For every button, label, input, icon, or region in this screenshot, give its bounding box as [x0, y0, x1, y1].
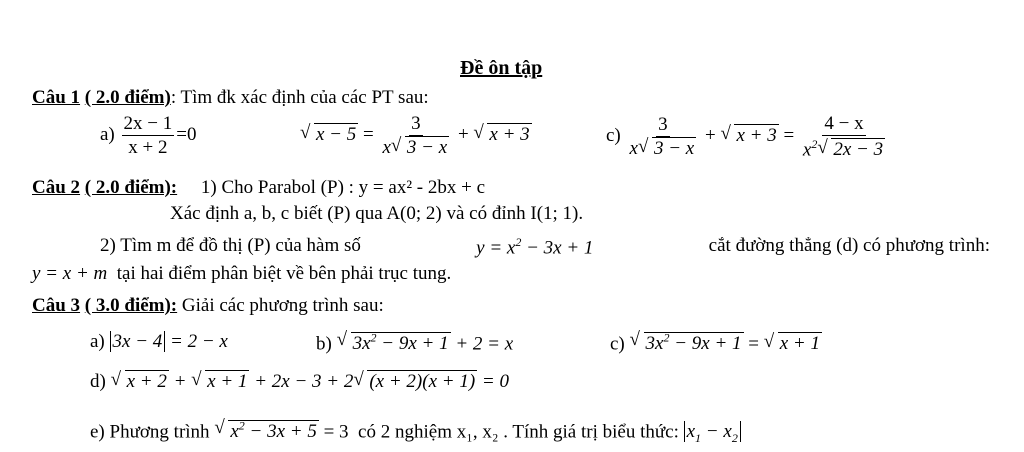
question-2-header: [32, 178, 485, 197]
question-2-label: Câu 2: [32, 177, 81, 198]
question-1-part-b: √ x − 5 = $\frac{3}{x√ 3 - x}$ + √ x + 3: [300, 114, 532, 157]
question-1-text: : Tìm đk xác định của các PT sau:: [170, 87, 429, 108]
question-3-part-b: b) √ $3x^2 - 9x + 1 + 2 = x$: [316, 332, 513, 353]
question-3-part-a: a) 3x − 4 = 2 − x: [90, 331, 228, 352]
question-2-part-1b: Xác định a, b, c biết (P) qua A(0; 2) và có đỉnh I(1; 1).: [170, 203, 584, 224]
question-2-part-1: 1) Cho Parabol (P) : y = ax² - 2bx + c: [200, 177, 485, 198]
question-2-points: ( 2.0 điểm):: [84, 177, 178, 198]
question-2-part-2c: y = x + m tại hai điểm phân biệt về bên phải trục tung.: [32, 263, 452, 284]
question-3-part-e: e) Phương trình √ $x^2 - 3x + 5 = 3$ có 2 nghiệm x₁, x₂ . Tính giá trị biểu thức: $x_1 - x_2$: [90, 420, 741, 444]
question-3-points: ( 3.0 điểm):: [84, 295, 178, 316]
question-3-part-d: d) √ x + 2 + √ x + 1 + 2x − 3 + 2√ (x + 2)(x + 1) = 0: [90, 372, 509, 391]
fraction: $\frac{2x - 1}{x + 2}$: [123, 113, 173, 158]
page-title: Đề ôn tập: [460, 57, 543, 79]
question-3-header: [32, 296, 384, 315]
question-3-part-c: c) √ $3x^2 - 9x + 1$ = √ x + 1: [610, 332, 822, 353]
question-1-part-c: c) $\frac{3}{x√ 3 - x}$ + √ x + 3 = $\frac{4 - x}{x^2√ 2x - 3}$: [606, 114, 889, 159]
question-2-part-2: 2) Tìm m để đồ thị (P) của hàm số $y = x^2 - 3x + 1$ cắt đường thẳng (d) có phương trình:: [100, 235, 990, 259]
question-3-label: Câu 3: [32, 295, 81, 316]
question-1-points: ( 2.0 điểm): [84, 87, 171, 108]
question-1-label: Câu 1: [32, 87, 81, 108]
question-3-text: Giải các phương trình sau:: [177, 295, 384, 316]
question-1-part-a: a) $\frac{2x - 1}{x + 2}$ =0: [100, 113, 197, 158]
question-1-header: [32, 88, 429, 107]
